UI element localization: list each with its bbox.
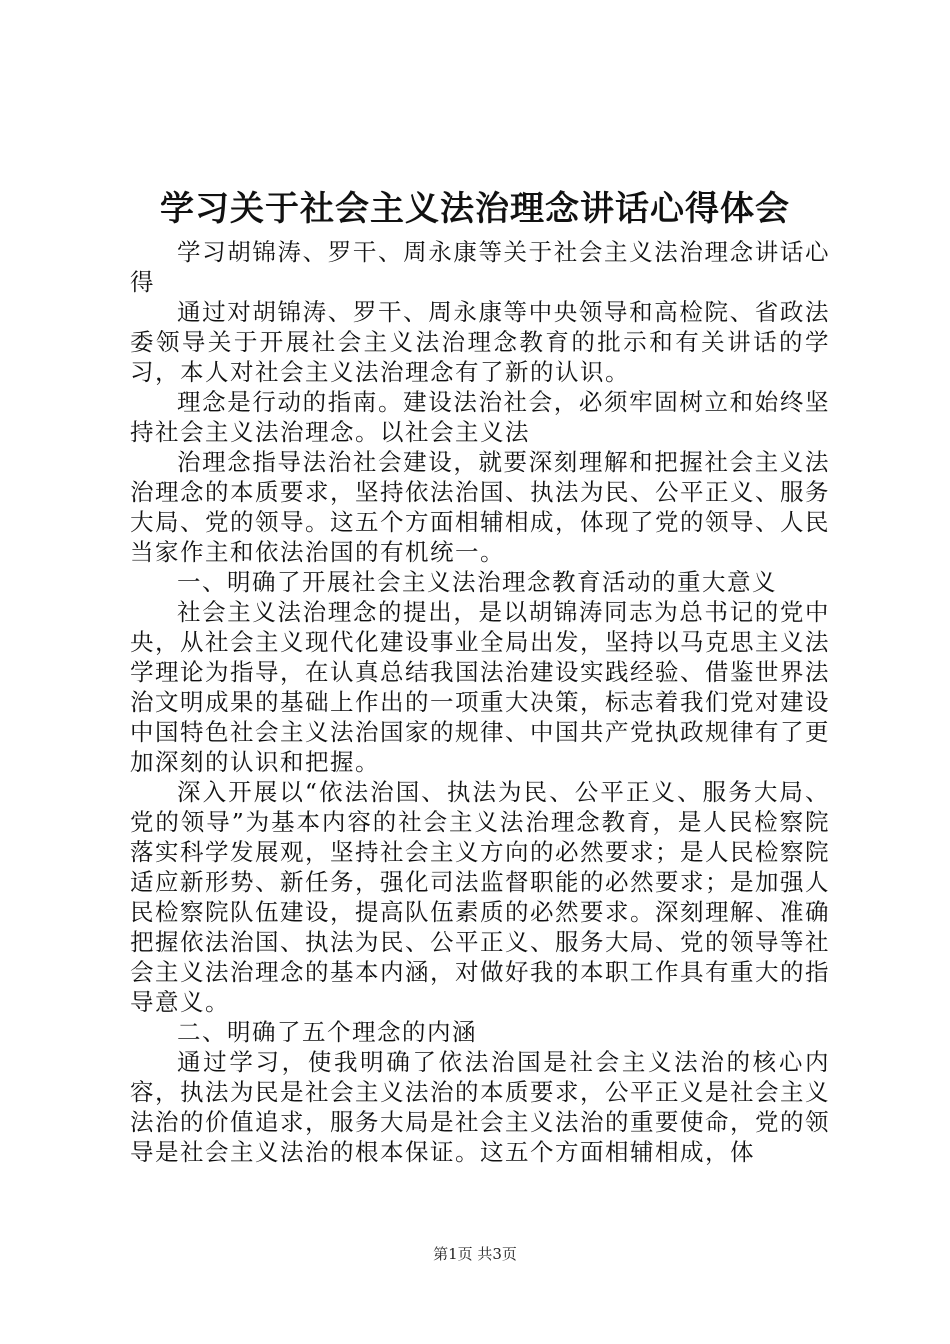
document-body [130,237,830,1167]
paragraph: 治理念指导法治社会建设，就要深刻理解和把握社会主义法治理念的本质要求，坚持依法治国、执法为民、公平正义、服务大局、党的领导。这五个方面相辅相成，体现了党的领导、人民当家作主和依法治国的有机统一。 [130,448,830,566]
section-heading: 一、明确了开展社会主义法治理念教育活动的重大意义 [177,568,777,596]
page-footer: 第1页 共3页 [433,1245,517,1263]
paragraph: 学习胡锦涛、罗干、周永康等关于社会主义法治理念讲话心得 [130,238,830,296]
document-title: 学习关于社会主义法治理念讲话心得体会 [160,189,790,229]
section-heading: 二、明确了五个理念的内涵 [177,1018,477,1046]
paragraph: 理念是行动的指南。建设法治社会，必须牢固树立和始终坚持社会主义法治理念。以社会主义法 [130,388,830,446]
paragraph: 社会主义法治理念的提出，是以胡锦涛同志为总书记的党中央，从社会主义现代化建设事业全局出发，坚持以马克思主义法学理论为指导，在认真总结我国法治建设实践经验、借鉴世界法治文明成果的基础上作出的一项重大决策，标志着我们党对建设中国特色社会主义法治国家的规律、中国共产党执政规律有了更加深刻的认识和把握。 [130,598,830,776]
paragraph: 深入开展以“依法治国、执法为民、公平正义、服务大局、党的领导”为基本内容的社会主义法治理念教育，是人民检察院落实科学发展观，坚持社会主义方向的必然要求；是人民检察院适应新形势、新任务，强化司法监督职能的必然要求；是加强人民检察院队伍建设，提高队伍素质的必然要求。深刻理解、准确把握依法治国、执法为民、公平正义、服务大局、党的领导等社会主义法治理念的基本内涵，对做好我的本职工作具有重大的指导意义。 [130,778,830,1016]
paragraph: 通过对胡锦涛、罗干、周永康等中央领导和高检院、省政法委领导关于开展社会主义法治理念教育的批示和有关讲话的学习，本人对社会主义法治理念有了新的认识。 [130,298,830,386]
paragraph: 通过学习，使我明确了依法治国是社会主义法治的核心内容，执法为民是社会主义法治的本质要求，公平正义是社会主义法治的价值追求，服务大局是社会主义法治的重要使命，党的领导是社会主义法治的根本保证。这五个方面相辅相成，体 [130,1048,830,1166]
